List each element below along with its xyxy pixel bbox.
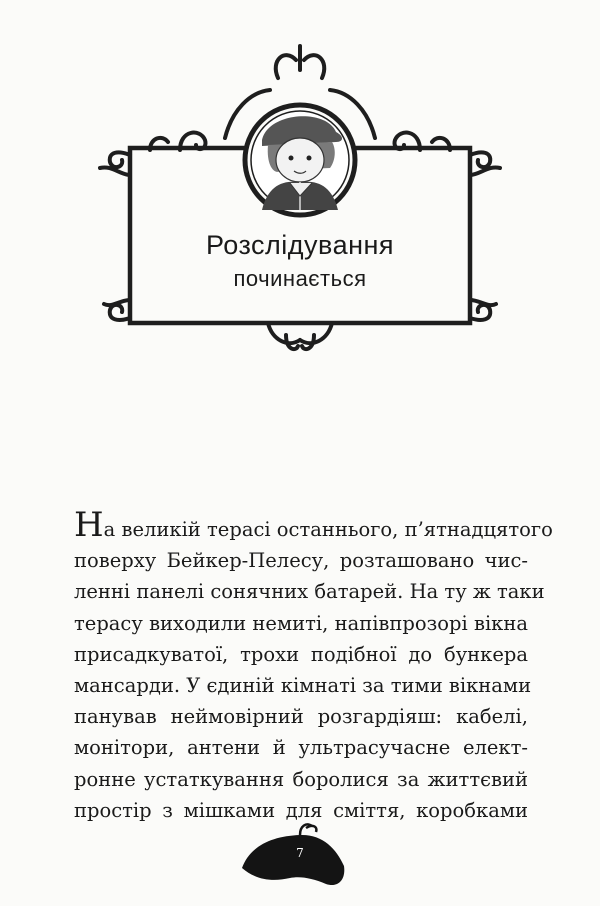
text-line-4: терасу виходили немиті, напівпрозорі вікна [74, 611, 528, 635]
chapter-title-line-2: починається [233, 266, 367, 291]
text-line-3: ленні панелі сонячних батарей. На ту ж таки [74, 580, 545, 604]
text-line-1: На великій терасі останнього, п’ятнадцятого [74, 505, 553, 545]
text-line-7: панував неймовірний розгардіяш: кабелі, [74, 705, 528, 729]
text-line-6: мансарди. У єдиній кімнаті за тими вікнами [74, 674, 532, 698]
text-line-9: ронне устаткування боролися за життєвий [74, 767, 528, 791]
drop-initial: Н [74, 505, 104, 545]
chapter-title-line-1: Розслідування [205, 230, 395, 260]
text-line-10: простір з мішками для сміття, коробками [74, 798, 528, 822]
page-number: 7 [296, 846, 304, 860]
text-line-5: присадкуватої, трохи подібної до бункера [74, 642, 528, 666]
text-line-8: монітори, антени й ультрасучасне елект- [74, 736, 528, 760]
text-line-2: поверху Бейкер-Пелесу, розташовано чис- [74, 549, 528, 573]
